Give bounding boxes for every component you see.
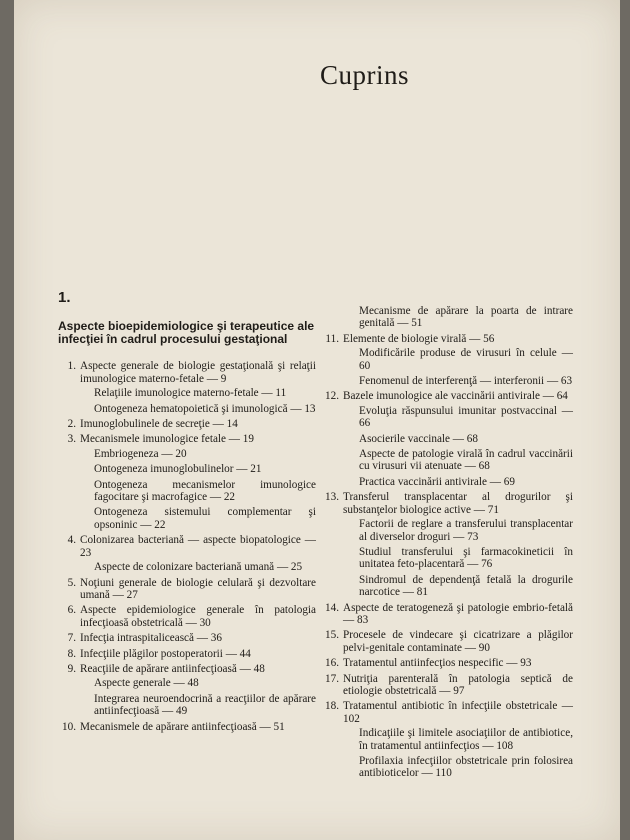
toc-entry <box>58 721 316 733</box>
toc-entry <box>325 333 573 388</box>
toc-entry-number: 9. <box>67 662 76 675</box>
toc-entry-main <box>58 418 316 430</box>
toc-entry-text: Aspecte generale de biologie gestaţională şi relaţii imunologice materno-fetale — 9 <box>80 360 316 385</box>
toc-entry-number: 3. <box>67 433 76 446</box>
toc-entry-number: 17. <box>325 672 339 685</box>
toc-entry <box>325 673 573 698</box>
page-title: Cuprins <box>320 60 410 90</box>
toc-subentry: Integrarea neuroendocrină a reacţiilor de apărare antiinfecţioasă — 49 <box>94 692 316 718</box>
toc-entry-main <box>58 632 316 644</box>
toc-entry-main <box>58 360 316 385</box>
toc-entry-number: 4. <box>67 534 76 547</box>
toc-entry-text: Noţiuni generale de biologie celulară şi dezvoltare umană — 27 <box>80 576 316 601</box>
toc-subentry: Indicaţiile şi limitele asociaţiilor de antibiotice, în tratamentul antiinfecţios — 108 <box>359 727 573 752</box>
toc-subentry: Aspecte generale — 48 <box>94 677 199 690</box>
toc-entry-main <box>58 648 316 660</box>
toc-entry <box>325 491 573 598</box>
toc-entry-number: 18. <box>325 700 339 713</box>
toc-entry <box>58 632 316 644</box>
toc-entry-number: 13. <box>325 491 339 504</box>
toc-entry <box>58 577 316 602</box>
toc-entry-text: Mecanismele de apărare antiinfecţioasă — 51 <box>80 720 285 733</box>
toc-entry-main <box>325 602 573 627</box>
toc-subentry: Fenomenul de interferenţă — interferonii — 63 <box>359 375 573 388</box>
toc-entry <box>58 534 316 573</box>
toc-entry <box>58 418 316 430</box>
toc-entry-number: 2. <box>67 418 76 431</box>
toc-entry-number: 7. <box>67 632 76 645</box>
toc-subentry: Studiul transferului şi farmacokineticii în unitatea feto-placentară — 76 <box>359 545 573 571</box>
toc-entry-main <box>58 604 316 629</box>
toc-entry <box>58 604 316 629</box>
toc-entry-main <box>58 721 316 733</box>
toc-right-list <box>325 333 573 780</box>
toc-entry-text: Imunoglobulinele de secreţie — 14 <box>80 418 238 431</box>
toc-entry <box>58 433 316 531</box>
toc-entry-main <box>58 433 316 445</box>
toc-left-column <box>58 320 316 736</box>
toc-right-column <box>325 303 573 783</box>
toc-subentry: Ontogeneza mecanismelor imunologice fagocitare şi macrofagice — 22 <box>94 478 316 504</box>
toc-subentry: Relaţiile imunologice materno-fetale — 11 <box>94 387 287 400</box>
toc-entry-text: Transferul transplacentar al drogurilor şi substanţelor biologice active — 71 <box>343 491 573 516</box>
toc-subentry: Asocierile vaccinale — 68 <box>359 432 478 445</box>
book-page <box>14 0 620 840</box>
toc-entry-text: Mecanismele imunologice fetale — 19 <box>80 433 254 446</box>
toc-entry-main <box>58 663 316 675</box>
toc-entry <box>325 602 573 627</box>
toc-subentry: Mecanisme de apărare la poarta de intrare genitală — 51 <box>359 305 573 330</box>
toc-subentry: Embriogeneza — 20 <box>94 447 187 460</box>
toc-entry-text: Bazele imunologice ale vaccinării antivirale — 64 <box>343 390 568 403</box>
toc-entry-text: Infecţiile plăgilor postoperatorii — 44 <box>80 647 251 660</box>
chapter-title: Aspecte bioepidemiologice şi terapeutice ale infecţiei în cadrul procesului gestaţional <box>58 319 315 347</box>
toc-subentry: Ontogeneza hematopoietică şi imunologică — 13 <box>94 402 316 415</box>
toc-subentry: Sindromul de dependenţă fetală la drogurile narcotice — 81 <box>359 573 573 599</box>
toc-entry-text: Procesele de vindecare şi cicatrizare a plăgilor pelvi-genitale contaminate — 90 <box>343 629 573 654</box>
toc-entry-number: 5. <box>67 576 76 589</box>
toc-entry-main <box>325 673 573 698</box>
chapter-number: 1. <box>58 289 71 306</box>
toc-entry-number: 1. <box>67 360 76 373</box>
toc-entry-main <box>325 700 573 725</box>
toc-entry-main <box>325 629 573 654</box>
toc-entry-main <box>325 657 573 669</box>
toc-subentry: Evoluţia răspunsului imunitar postvaccinal — 66 <box>359 404 573 430</box>
toc-subentry: Aspecte de colonizare bacteriană umană — 25 <box>94 561 303 574</box>
toc-entry <box>58 663 316 718</box>
toc-entry-text: Reacţiile de apărare antiinfecţioasă — 48 <box>80 662 265 675</box>
toc-entry <box>325 700 573 779</box>
toc-entry-text: Tratamentul antibiotic în infecţiile obstetricale — 102 <box>343 700 573 725</box>
toc-entry-main <box>58 577 316 602</box>
toc-entry-main <box>58 534 316 559</box>
toc-left-list <box>58 360 316 733</box>
toc-entry-text: Aspecte epidemiologice generale în patologia infecţioasă obstetricală — 30 <box>80 604 316 629</box>
toc-subentry: Modificările produse de virusuri în celule — 60 <box>359 347 573 372</box>
toc-entry-text: Infecţia intraspitalicească — 36 <box>80 632 222 645</box>
toc-entry-number: 16. <box>325 657 339 670</box>
toc-subentry: Factorii de reglare a transferului transplacentar al diverselor droguri — 73 <box>359 518 573 543</box>
toc-entry-number: 11. <box>325 332 339 345</box>
toc-entry-number: 14. <box>325 601 339 614</box>
toc-entry <box>58 648 316 660</box>
toc-entry-number: 15. <box>325 629 339 642</box>
toc-entry-text: Nutriţia parenterală în patologia septică de etiologie obstetricală — 97 <box>343 672 573 697</box>
toc-entry-number: 12. <box>325 390 339 403</box>
toc-entry-text: Aspecte de teratogeneză şi patologie embrio-fetală — 83 <box>343 601 573 626</box>
toc-entry-number: 8. <box>67 647 76 660</box>
toc-subentry: Practica vaccinării antivirale — 69 <box>359 475 515 488</box>
toc-entry <box>325 657 573 669</box>
toc-entry-main <box>325 491 573 516</box>
toc-entry-main <box>325 333 573 345</box>
toc-entry <box>58 360 316 415</box>
toc-entry-number: 6. <box>67 604 76 617</box>
toc-entry-text: Elemente de biologie virală — 56 <box>343 332 495 345</box>
toc-entry <box>325 629 573 654</box>
toc-subentry: Profilaxia infecţiilor obstetricale prin folosirea antibioticelor — 110 <box>359 755 573 780</box>
toc-entry-main <box>325 390 573 402</box>
toc-entry-text: Colonizarea bacteriană — aspecte biopatologice — 23 <box>80 534 316 559</box>
toc-subentry: Ontogeneza imunoglobulinelor — 21 <box>94 463 262 476</box>
toc-entry-number: 10. <box>62 720 76 733</box>
toc-subentry: Ontogeneza sistemului complementar şi opsoninic — 22 <box>94 506 316 531</box>
toc-entry-text: Tratamentul antiinfecţios nespecific — 93 <box>343 657 532 670</box>
toc-subentry: Aspecte de patologie virală în cadrul vaccinării cu virusuri vii atenuate — 68 <box>359 448 573 473</box>
toc-entry <box>325 390 573 488</box>
